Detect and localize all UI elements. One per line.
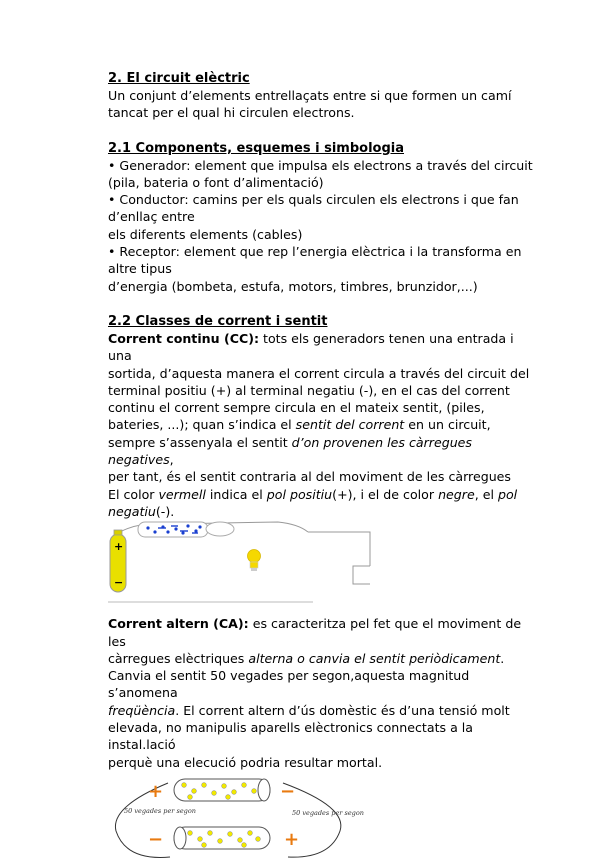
section-title-circuit: 2. El circuit elèctric [108,71,250,86]
light-bulb-icon [248,550,261,572]
cc-line: sempre s’assenyala el sentit d’on provenen les càrregues negatives, [108,434,472,468]
list-line: els diferents elements (cables) [108,226,303,242]
ac-plus-top: + [148,780,164,802]
paragraph-line: Un conjunt d’elements entrellaçats entre si que formen un camí [108,88,512,103]
ca-line: elevada, no manipulis aparells elèctronics connectats a la instal.lació [108,720,474,753]
cc-label: Corrent continu (CC): [108,330,259,346]
list-line: altre tipus [108,261,172,277]
ac-minus-bottom: − [148,828,164,850]
list-line: d’energia (bombeta, estufa, motors, timbres, brunzidor,...) [108,278,478,294]
ca-line: freqüència. El corrent altern d’ús domèstic és d’una tensió molt [108,702,510,718]
cc-line: continu el corrent sempre circula en el mateix sentit, (piles, [108,400,485,416]
battery-minus: − [114,576,124,590]
cc-line: sortida, d’aquesta manera el corrent circula a través del circuit del [108,365,530,381]
ca-line: perquè una elecució podria resultar mortal. [108,754,383,770]
paragraph-line: tancat per el qual hi circulen electrons. [108,105,355,121]
cc-line: El color vermell indica el pol positiu(+), i el de color negre, el pol [108,486,518,502]
ac-circuit-figure [108,777,538,867]
ac-right-note: 50 vegades per segon [292,808,364,817]
ac-plus-bottom: + [284,828,300,850]
ca-line: càrregues elèctriques alterna o canvia el sentit periòdicament. [108,650,505,666]
document-page [108,70,538,867]
list-line: • Conductor: camins per els quals circulen els electrons i que fan [108,192,519,208]
list-line: • Generador: element que impulsa els electrons a través del circuit [108,157,533,173]
cc-line: Corrent continu (CC): tots els generadors tenen una entrada i una [108,330,514,364]
section-title-current: 2.2 Classes de corrent i sentit [108,313,328,329]
ca-line: Canvia el sentit 50 vegades per segon,aquesta magnitud s’anomena [108,668,470,701]
ac-minus-top: − [280,780,296,802]
cc-line: terminal positiu (+) al terminal negatiu (-), en el cas del corrent [108,382,510,398]
ca-label: Corrent altern (CA): [108,616,249,632]
list-line: d’enllaç entre [108,209,195,225]
ca-line: Corrent altern (CA): es caracteritza pel fet que el moviment de les [108,616,522,649]
list-line: • Receptor: element que rep l’energia elèctrica i la transforma en [108,244,522,260]
cc-line: per tant, és el sentit contraria al del moviment de les càrregues [108,469,511,485]
section-title-components: 2.1 Components, esquemes i simbologia [108,140,404,156]
dc-circuit-figure [108,520,538,608]
cc-line: negatiu(-). [108,503,175,519]
list-line: (pila, bateria o font d’alimentació) [108,174,324,190]
cc-line: bateries, ...); quan s’indica el sentit del corrent en un circuit, [108,417,491,433]
battery-plus: + [114,540,124,554]
ac-left-note: 50 vegades per segon [124,806,196,815]
